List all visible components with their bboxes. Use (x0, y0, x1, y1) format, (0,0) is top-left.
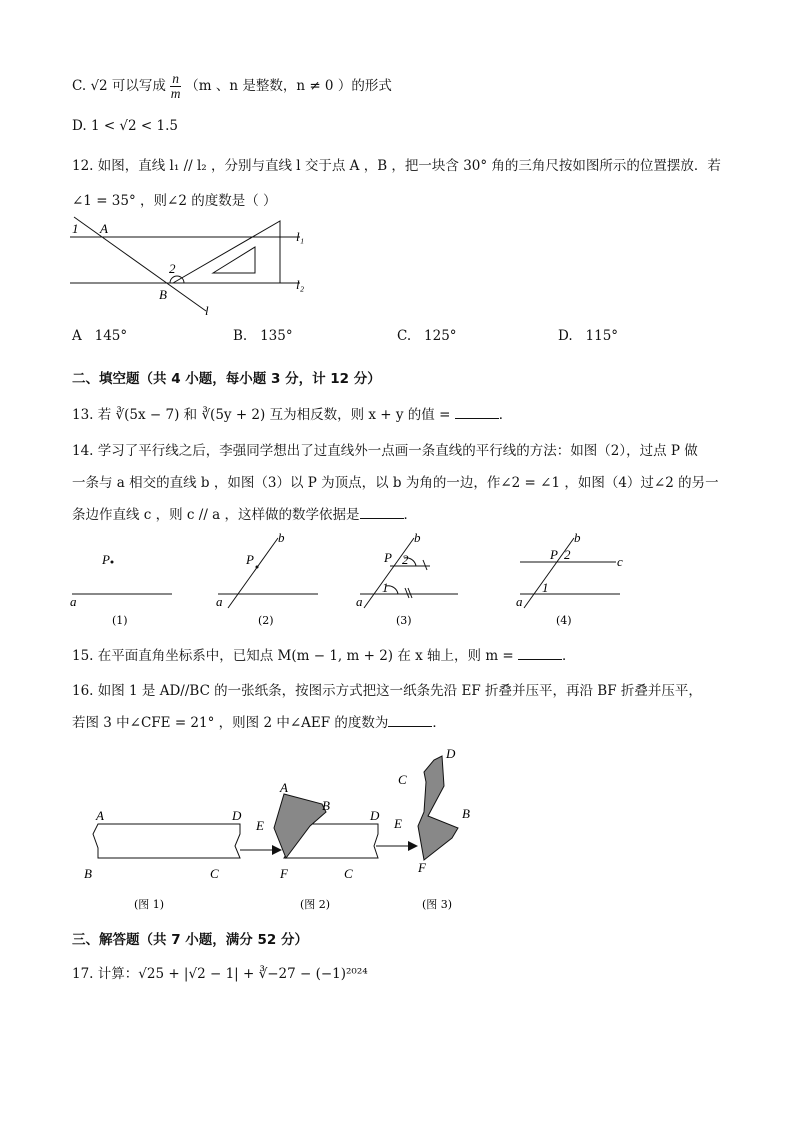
q16-answer-blank (388, 712, 432, 727)
q14-line1: 14. 学习了平行线之后，李强同学想出了过直线外一点画一条直线的平行线的方法：如图（2），过点 P 做 (72, 443, 698, 459)
q12-option-a-label: A (72, 328, 82, 344)
q16-fig3-B: B (462, 806, 470, 821)
q11-option-c-prefix: C. (72, 78, 87, 94)
q14-caption-3: (3) (396, 614, 412, 627)
q14-caption-1: (1) (112, 614, 128, 627)
q11-option-d-prefix: D. (72, 118, 87, 134)
q16-fig3-E: E (394, 816, 402, 831)
q14-line2: 一条与 a 相交的直线 b ，如图（3）以 P 为顶点，以 b 为角的一边，作∠2 = ∠1 ，如图（4）过∠2 的另一 (72, 475, 719, 491)
q11-fraction-numerator: n (172, 71, 179, 86)
q12-option-a-value: 145° (94, 328, 128, 344)
q14-fig2-P: P (246, 552, 254, 567)
q15-text-after: ． (562, 648, 576, 664)
q11-option-c-text2: （m 、n 是整数，n ≠ 0 ）的形式 (185, 78, 392, 94)
q14-fig1-P: P (102, 552, 110, 567)
q12-option-b (233, 328, 293, 344)
q16-fig1-A: A (96, 808, 104, 823)
q12-option-d-value: 115° (585, 328, 619, 344)
q16-line2-end: ． (432, 715, 446, 731)
q15-answer-blank (518, 645, 562, 660)
q12-figure (68, 215, 318, 320)
q12-option-c-label: C. (397, 328, 412, 344)
q12-option-a (72, 328, 127, 344)
section2-heading: 二、填空题（共 4 小题，每小题 3 分，计 12 分） (72, 371, 381, 387)
q12-stem-line2: ∠1 = 35° ，则∠2 的度数是（ ） (72, 193, 277, 209)
q16-line2 (72, 712, 446, 733)
q16-caption-2: (图 2) (300, 898, 331, 911)
q16-fig2-E: E (256, 818, 264, 833)
q12-stem-line1: 12. 如图，直线 l₁ // l₂ ，分别与直线 l 交于点 A ，B ，把一块含 30° 角的三角尺按如图所示的位置摆放．若 (72, 158, 721, 174)
q12-option-b-label: B. (233, 328, 248, 344)
q14-fig4-1: 1 (542, 580, 549, 595)
q14-fig1-a: a (70, 594, 77, 609)
q16-fig1-C: C (210, 866, 219, 881)
q16-fig2-F: F (280, 866, 288, 881)
q14-fig4-P: P (550, 547, 558, 562)
q11-fraction-denominator: m (170, 86, 181, 101)
q14-fig3-2: 2 (402, 552, 409, 567)
q15-text-before: 15. 在平面直角坐标系中，已知点 M(m − 1, m + 2) 在 x 轴上，则 m = (72, 648, 519, 664)
q12-label-1: 1 (72, 221, 79, 236)
q11-fraction (170, 72, 181, 101)
q12-label-2: 2 (169, 261, 176, 276)
q16-fig2-D: D (370, 808, 380, 823)
q14-fig4-2: 2 (564, 547, 571, 562)
q16-line1: 16. 如图 1 是 AD//BC 的一张纸条，按图示方式把这一纸条先沿 EF 折叠并压平，再沿 BF 折叠并压平， (72, 683, 702, 699)
q14-caption-4: (4) (556, 614, 572, 627)
q14-fig2-a: a (216, 594, 223, 609)
q16-fig2-C: C (344, 866, 353, 881)
q14-line3-end: ． (403, 507, 418, 523)
q16-caption-1: (图 1) (134, 898, 165, 911)
q11-option-d-text: 1 < √2 < 1.5 (90, 118, 178, 134)
q14-line3-text: 条边作直线 c ，则 c // a ，这样做的数学依据是 (72, 507, 360, 523)
q11-option-c (72, 72, 392, 101)
q12-option-d (558, 328, 618, 344)
q14-fig3-1: 1 (382, 580, 389, 595)
q13-answer-blank (455, 404, 499, 419)
q12-option-d-label: D. (558, 328, 573, 344)
q16-fig2-B: B (322, 798, 330, 813)
q16-fig2-A: A (280, 780, 288, 795)
q11-option-d (72, 116, 178, 136)
q16-figures (78, 742, 498, 917)
q12-label-l: l (205, 303, 209, 318)
q16-line2-text: 若图 3 中∠CFE = 21° ，则图 2 中∠AEF 的度数为 (72, 715, 389, 731)
q14-fig4-c: c (617, 554, 623, 569)
q12-option-c-value: 125° (424, 328, 457, 344)
q16-caption-3: (图 3) (422, 898, 453, 911)
q16-fig1-D: D (232, 808, 242, 823)
q12-label-l1: l₁ (296, 229, 305, 244)
q17: 17. 计算：√25 + |√2 − 1| + ∛−27 − (−1)²⁰²⁴ (72, 966, 368, 982)
q15 (72, 645, 576, 666)
q12-label-l2: l₂ (296, 277, 305, 292)
q13 (72, 404, 512, 425)
q12-option-c (397, 328, 457, 344)
q14-line3 (72, 504, 417, 525)
q16-fig1-B: B (84, 866, 92, 881)
q14-fig4-a: a (516, 594, 523, 609)
q14-fig2-b: b (278, 532, 285, 545)
q11-option-c-text1: √2 可以写成 (90, 78, 171, 94)
q14-fig4-b: b (574, 532, 581, 545)
q16-fig3-D: D (446, 746, 456, 761)
q14-figures (68, 532, 638, 632)
q12-option-b-value: 135° (260, 328, 293, 344)
q16-fig3-C: C (398, 772, 407, 787)
q16-fig3-F: F (418, 860, 426, 875)
section3-heading: 三、解答题（共 7 小题，满分 52 分） (72, 932, 308, 948)
q13-text-after: ． (498, 407, 513, 423)
q14-answer-blank (360, 504, 404, 519)
q14-fig3-a: a (356, 594, 363, 609)
q14-caption-2: (2) (258, 614, 274, 627)
q14-fig3-b: b (414, 532, 421, 545)
q14-fig3-P: P (384, 550, 392, 565)
q13-text-before: 13. 若 ∛(5x − 7) 和 ∛(5y + 2) 互为相反数，则 x + y 的值 = (72, 407, 455, 423)
q12-label-B: B (159, 287, 167, 302)
q12-label-A: A (100, 221, 108, 236)
